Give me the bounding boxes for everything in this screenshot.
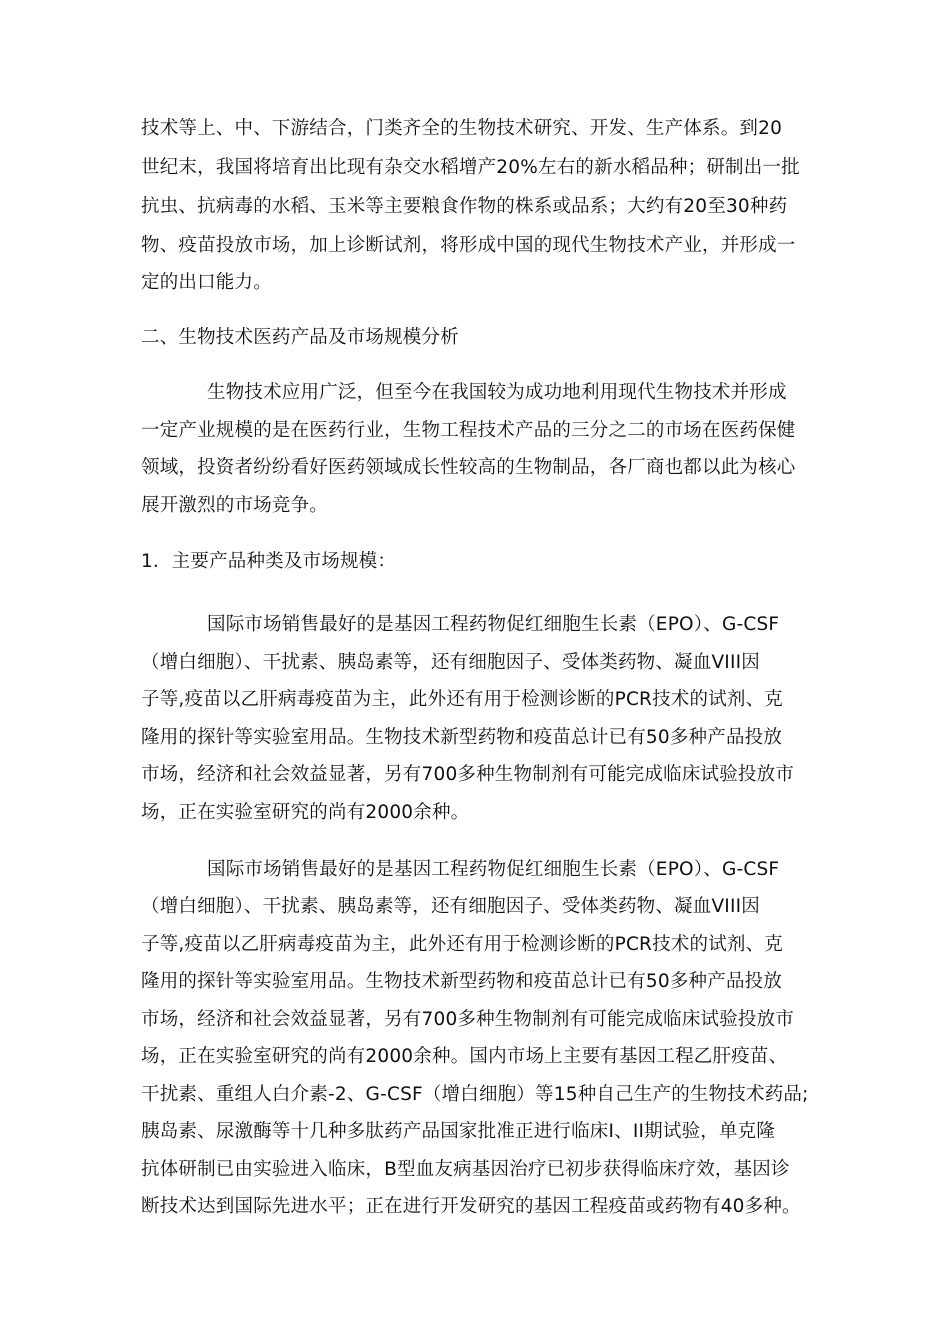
paragraph-line: 子等,疫苗以乙肝病毒疫苗为主，此外还有用于检测诊断的PCR技术的试剂、克 (141, 934, 784, 955)
paragraph-line: 胰岛素、尿激酶等十几种多肽药产品国家批准正进行临床I、II期试验，单克隆 (141, 1121, 776, 1142)
paragraph-line: 市场，经济和社会效益显著，另有700多种生物制剂有可能完成临床试验投放市 (141, 1009, 795, 1030)
paragraph-line: 技术等上、中、下游结合，门类齐全的生物技术研究、开发、生产体系。到20 (141, 118, 783, 139)
paragraph-line: 场，正在实验室研究的尚有2000余种。国内市场上主要有基因工程乙肝疫苗、 (141, 1046, 788, 1067)
paragraph-line: 物、疫苗投放市场，加上诊断试剂，将形成中国的现代生物技术产业，并形成一 (141, 235, 796, 256)
paragraph-line: 隆用的探针等实验室用品。生物技术新型药物和疫苗总计已有50多种产品投放 (141, 727, 783, 748)
paragraph-line: 世纪末，我国将培育出比现有杂交水稻增产20%左右的新水稻品种；研制出一批 (141, 157, 800, 178)
paragraph-line: 场，正在实验室研究的尚有2000余种。 (141, 802, 470, 823)
paragraph-line: 市场，经济和社会效益显著，另有700多种生物制剂有可能完成临床试验投放市 (141, 764, 795, 785)
paragraph-line: 领域，投资者纷纷看好医药领域成长性较高的生物制品，各厂商也都以此为核心 (141, 457, 796, 478)
subsection-heading: 1．主要产品种类及市场规模： (141, 551, 397, 572)
section-heading: 二、生物技术医药产品及市场规模分析 (141, 327, 459, 348)
paragraph-line: （增白细胞）、干扰素、胰岛素等，还有细胞因子、受体类药物、凝血VIII因 (141, 652, 760, 673)
paragraph-line: 一定产业规模的是在医药行业，生物工程技术产品的三分之二的市场在医药保健 (141, 420, 796, 441)
paragraph-line: 生物技术应用广泛，但至今在我国较为成功地利用现代生物技术并形成 (207, 382, 787, 403)
paragraph-line: 抗虫、抗病毒的水稻、玉米等主要粮食作物的株系或品系；大约有20至30种药 (141, 196, 788, 217)
paragraph-line: 定的出口能力。 (141, 272, 272, 293)
paragraph-line: 隆用的探针等实验室用品。生物技术新型药物和疫苗总计已有50多种产品投放 (141, 971, 783, 992)
paragraph-line: 抗体研制已由实验进入临床，B型血友病基因治疗已初步获得临床疗效，基因诊 (141, 1159, 790, 1180)
paragraph-line: 断技术达到国际先进水平；正在进行开发研究的基因工程疫苗或药物有40多种。 (141, 1196, 801, 1217)
paragraph-line: （增白细胞）、干扰素、胰岛素等，还有细胞因子、受体类药物、凝血VIII因 (141, 896, 760, 917)
paragraph-line: 干扰素、重组人白介素-2、G-CSF（增白细胞）等15种自己生产的生物技术药品; (141, 1084, 809, 1105)
paragraph-line: 子等,疫苗以乙肝病毒疫苗为主，此外还有用于检测诊断的PCR技术的试剂、克 (141, 689, 784, 710)
paragraph-line: 展开激烈的市场竞争。 (141, 495, 329, 516)
paragraph-line: 国际市场销售最好的是基因工程药物促红细胞生长素（EPO）、G-CSF (207, 614, 780, 635)
paragraph-line: 国际市场销售最好的是基因工程药物促红细胞生长素（EPO）、G-CSF (207, 859, 780, 880)
